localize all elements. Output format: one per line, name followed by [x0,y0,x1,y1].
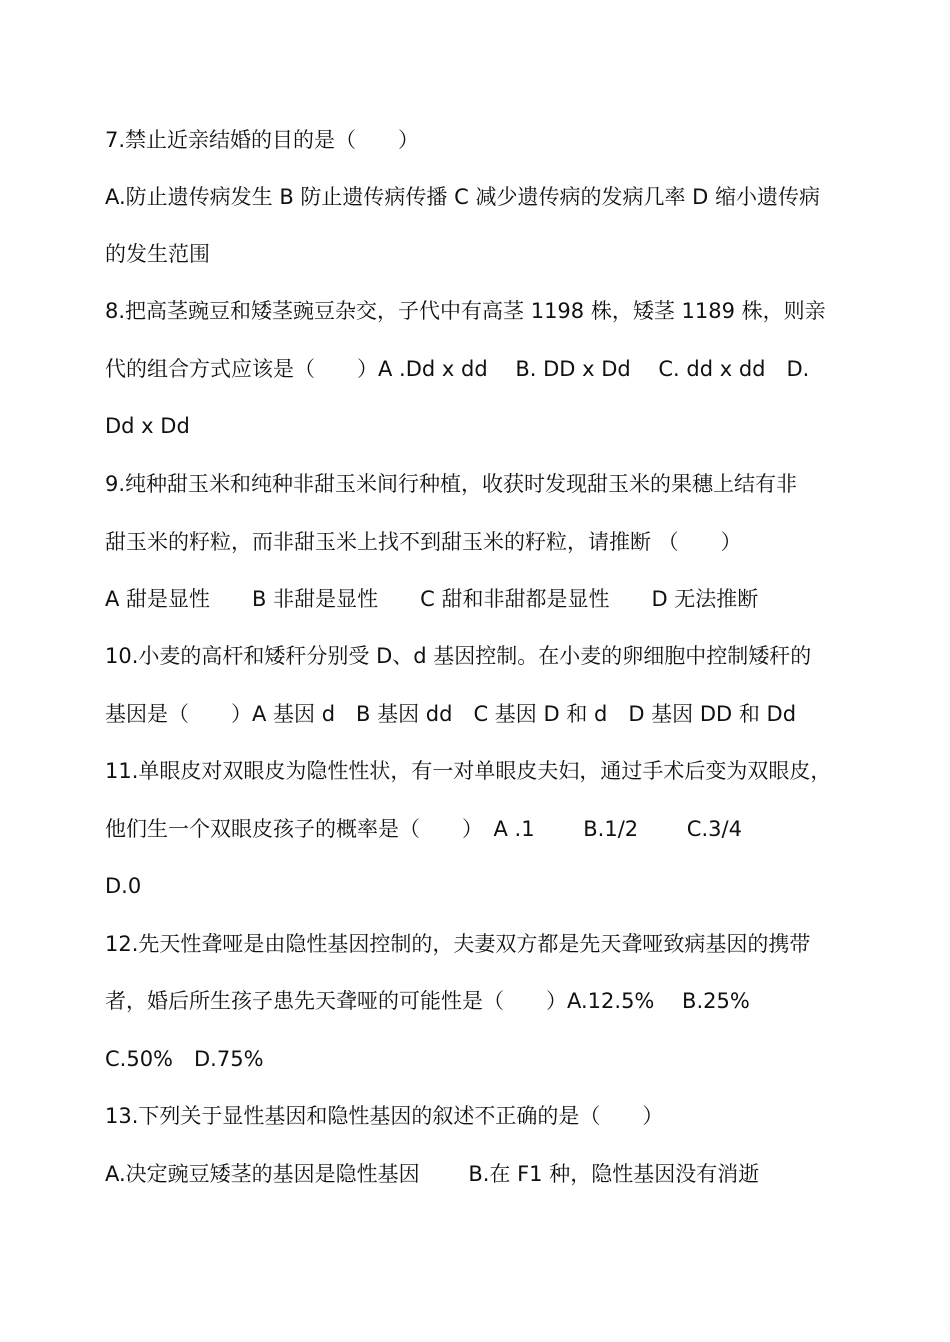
question-8-stem-line-2: 代的组合方式应该是（ ）A .Dd x dd B. DD x Dd C. dd x dd D. [105,357,810,381]
question-10-stem-line-2: 基因是（ ）A 基因 d B 基因 dd C 基因 D 和 d D 基因 DD 和 Dd [105,702,797,726]
question-11-stem-line-3: D.0 [105,874,142,898]
question-7-options-line-2: 的发生范围 [105,242,210,266]
question-11-stem-line-1: 11.单眼皮对双眼皮为隐性性状，有一对单眼皮夫妇，通过手术后变为双眼皮， [105,759,832,783]
question-12-stem-line-1: 12.先天性聋哑是由隐性基因控制的，夫妻双方都是先天聋哑致病基因的携带 [105,932,811,956]
question-11-stem-line-2: 他们生一个双眼皮孩子的概率是（ ） A .1 B.1/2 C.3/4 [105,817,742,841]
question-12-stem-line-3: C.50% D.75% [105,1047,264,1071]
question-9-stem-line-1: 9.纯种甜玉米和纯种非甜玉米间行种植，收获时发现甜玉米的果穗上结有非 [105,472,798,496]
question-7-stem: 7.禁止近亲结婚的目的是（ ） [105,128,420,152]
question-13-options-line-1: A.决定豌豆矮茎的基因是隐性基因 B.在 F1 种，隐性基因没有消逝 [105,1162,760,1186]
question-7-options-line-1: A.防止遗传病发生 B 防止遗传病传播 C 减少遗传病的发病几率 D 缩小遗传病 [105,185,820,209]
question-8-stem-line-1: 8.把高茎豌豆和矮茎豌豆杂交，子代中有高茎 1198 株，矮茎 1189 株，则亲 [105,299,826,323]
question-13-stem: 13.下列关于显性基因和隐性基因的叙述不正确的是（ ） [105,1104,664,1128]
question-10-stem-line-1: 10.小麦的高杆和矮秆分别受 D、d 基因控制。在小麦的卵细胞中控制矮秆的 [105,644,812,668]
question-9-stem-line-2: 甜玉米的籽粒，而非甜玉米上找不到甜玉米的籽粒，请推断 （ ） [105,530,742,554]
question-12-stem-line-2: 者，婚后所生孩子患先天聋哑的可能性是（ ）A.12.5% B.25% [105,989,750,1013]
question-9-options: A 甜是显性 B 非甜是显性 C 甜和非甜都是显性 D 无法推断 [105,587,759,611]
question-8-stem-line-3: Dd x Dd [105,414,190,438]
